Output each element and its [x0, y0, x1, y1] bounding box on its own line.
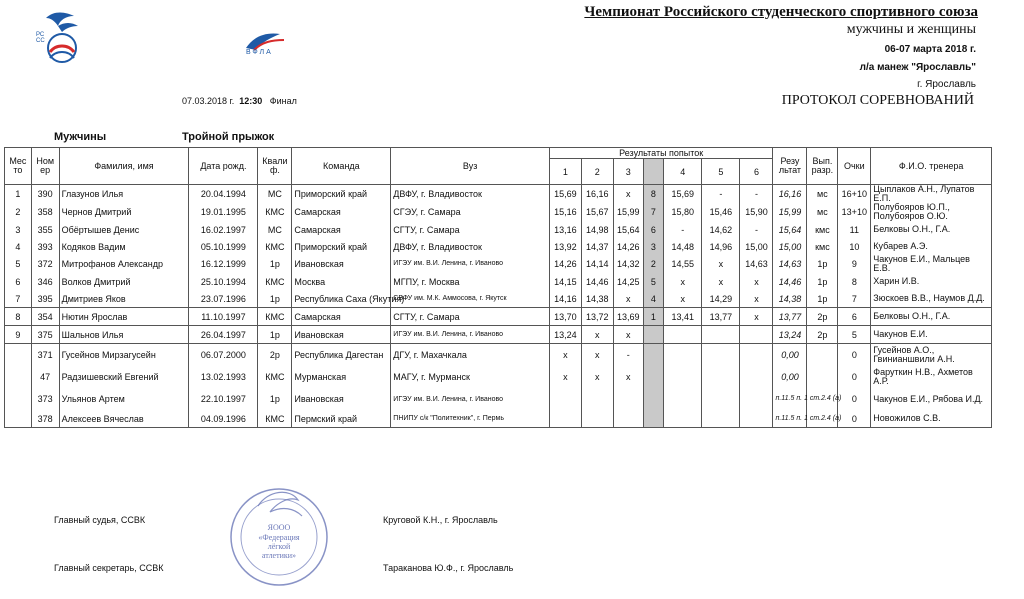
cell-qual: КМС — [258, 203, 292, 221]
cell-team: Ивановская — [292, 326, 391, 344]
cell-attempt: 14,29 — [702, 290, 740, 308]
results-table — [4, 147, 992, 428]
cell-result: 16,16 — [773, 185, 807, 204]
cell-attempt: 13,16 — [549, 221, 581, 238]
cell-attempt: x — [549, 366, 581, 388]
cell-attempt: x — [613, 326, 643, 344]
cell-place: 2 — [5, 203, 32, 221]
col-coach: Ф.И.О. тренера — [871, 148, 992, 185]
cell-rank: 1р — [807, 290, 838, 308]
cell-qual: КМС — [258, 238, 292, 255]
cell-qual: 1р — [258, 290, 292, 308]
cell-attempt: x — [702, 255, 740, 273]
col-dob: Дата рожд. — [189, 148, 258, 185]
cell-uni: ИГЭУ им. В.И. Ленина, г. Иваново — [391, 255, 550, 273]
cell-order — [643, 326, 664, 344]
cell-team: Самарская — [292, 308, 391, 326]
cell-points: 5 — [838, 326, 871, 344]
cell-rank: 1р — [807, 255, 838, 273]
cell-attempt: 14,32 — [613, 255, 643, 273]
cell-team: Мурманская — [292, 366, 391, 388]
table-row — [5, 410, 992, 428]
cell-attempt: x — [664, 290, 702, 308]
cell-attempt — [664, 388, 702, 410]
cell-name: Глазунов Илья — [59, 185, 189, 204]
cell-coach: Полубояров Ю.П., Полубояров О.Ю. — [871, 203, 992, 221]
cell-attempt — [702, 410, 740, 428]
cell-result: 14,46 — [773, 273, 807, 290]
svg-text:ЯООО: ЯООО — [267, 523, 291, 532]
cell-dob: 06.07.2000 — [189, 344, 258, 367]
session-date: 07.03.2018 г. — [182, 96, 235, 106]
cell-attempt: 13,70 — [549, 308, 581, 326]
cell-team: Пермский край — [292, 410, 391, 428]
gender-group: Мужчины — [54, 131, 107, 143]
cell-result: 0,00 — [773, 344, 807, 367]
cell-attempt: 14,98 — [581, 221, 613, 238]
cell-coach: Кубарев А.Э. — [871, 238, 992, 255]
cell-bib: 378 — [31, 410, 59, 428]
cell-name: Кодяков Вадим — [59, 238, 189, 255]
cell-attempt: 14,46 — [581, 273, 613, 290]
cell-attempt — [549, 410, 581, 428]
cell-dob: 22.10.1997 — [189, 388, 258, 410]
svg-text:атлетики»: атлетики» — [261, 551, 297, 560]
cell-attempt: 14,38 — [581, 290, 613, 308]
cell-attempt: - — [613, 344, 643, 367]
cell-dob: 16.02.1997 — [189, 221, 258, 238]
cell-attempt: 15,16 — [549, 203, 581, 221]
cell-attempt: x — [613, 185, 643, 204]
cell-points: 6 — [838, 308, 871, 326]
cell-rank: 2р — [807, 326, 838, 344]
cell-attempt: x — [702, 273, 740, 290]
cell-coach: Чакунов Е.И., Рябова И.Д. — [871, 388, 992, 410]
cell-qual: КМС — [258, 366, 292, 388]
cell-attempt: 15,69 — [549, 185, 581, 204]
cell-attempt — [702, 388, 740, 410]
cell-uni: СГТУ, г. Самара — [391, 308, 550, 326]
col-qual: Квали ф. — [258, 148, 292, 185]
table-row — [5, 344, 992, 367]
session-stage: Финал — [269, 96, 297, 106]
cell-dob: 23.07.1996 — [189, 290, 258, 308]
cell-bib: 346 — [31, 273, 59, 290]
cell-attempt: x — [740, 308, 773, 326]
cell-rank — [807, 366, 838, 388]
cell-uni: ДВФУ, г. Владивосток — [391, 238, 550, 255]
cell-attempt: 13,69 — [613, 308, 643, 326]
cell-qual: 1р — [258, 388, 292, 410]
cell-team: Республика Саха (Якутия) — [292, 290, 391, 308]
table-row — [5, 273, 992, 290]
cell-place — [5, 366, 32, 388]
cell-attempt: 15,64 — [613, 221, 643, 238]
cell-attempt — [664, 344, 702, 367]
cell-name: Шальнов Илья — [59, 326, 189, 344]
cell-rank: 2р — [807, 308, 838, 326]
col-points: Очки — [838, 148, 871, 185]
chief-secretary-name: Тараканова Ю.Ф., г. Ярославль — [383, 563, 514, 573]
cell-attempt: 13,24 — [549, 326, 581, 344]
cell-coach: Харин И.В. — [871, 273, 992, 290]
cell-points: 9 — [838, 255, 871, 273]
cell-uni: СГЭУ, г. Самара — [391, 203, 550, 221]
cell-attempt: 14,26 — [613, 238, 643, 255]
cell-attempt: x — [613, 290, 643, 308]
table-row — [5, 388, 992, 410]
session-meta — [182, 96, 297, 106]
cell-attempt: 14,14 — [581, 255, 613, 273]
cell-order: 4 — [643, 290, 664, 308]
cell-order: 5 — [643, 273, 664, 290]
cell-uni: СГТУ, г. Самара — [391, 221, 550, 238]
cell-result: 0,00 — [773, 366, 807, 388]
cell-points: 0 — [838, 388, 871, 410]
cell-uni: ДВФУ, г. Владивосток — [391, 185, 550, 204]
cell-result: 13,77 — [773, 308, 807, 326]
cell-bib: 373 — [31, 388, 59, 410]
cell-dob: 11.10.1997 — [189, 308, 258, 326]
cell-bib: 390 — [31, 185, 59, 204]
cell-points: 11 — [838, 221, 871, 238]
cell-dob: 16.12.1999 — [189, 255, 258, 273]
table-row — [5, 203, 992, 221]
cell-result: 13,24 — [773, 326, 807, 344]
event-name: Тройной прыжок — [182, 131, 275, 143]
col-attempt: 4 — [664, 159, 702, 185]
cell-place: 7 — [5, 290, 32, 308]
cell-attempt: x — [740, 273, 773, 290]
col-team: Команда — [292, 148, 391, 185]
cell-attempt: 13,41 — [664, 308, 702, 326]
cell-dob: 26.04.1997 — [189, 326, 258, 344]
cell-qual: КМС — [258, 410, 292, 428]
col-order — [643, 159, 664, 185]
cell-attempt: x — [740, 290, 773, 308]
table-row — [5, 221, 992, 238]
cell-name: Волков Дмитрий — [59, 273, 189, 290]
cell-team: Ивановская — [292, 255, 391, 273]
cell-points: 10 — [838, 238, 871, 255]
cell-attempt — [664, 326, 702, 344]
cell-attempt: 14,25 — [613, 273, 643, 290]
cell-coach: Новожилов С.В. — [871, 410, 992, 428]
rsss-logo — [36, 8, 86, 66]
cell-rank: 1р — [807, 273, 838, 290]
cell-rank: кмс — [807, 221, 838, 238]
cell-qual: КМС — [258, 273, 292, 290]
cell-dob: 04.09.1996 — [189, 410, 258, 428]
cell-name: Гусейнов Мирзагусейн — [59, 344, 189, 367]
cell-bib: 354 — [31, 308, 59, 326]
cell-coach: Белковы О.Н., Г.А. — [871, 308, 992, 326]
cell-place — [5, 410, 32, 428]
cell-points: 0 — [838, 410, 871, 428]
cell-attempt — [740, 366, 773, 388]
cell-order — [643, 366, 664, 388]
cell-attempt: 13,77 — [702, 308, 740, 326]
cell-dob: 25.10.1994 — [189, 273, 258, 290]
cell-name: Чернов Дмитрий — [59, 203, 189, 221]
cell-attempt: 13,92 — [549, 238, 581, 255]
cell-attempt: 16,16 — [581, 185, 613, 204]
col-uni: Вуз — [391, 148, 550, 185]
official-stamp — [228, 486, 330, 588]
cell-place: 4 — [5, 238, 32, 255]
cell-attempt — [664, 410, 702, 428]
cell-place: 3 — [5, 221, 32, 238]
cell-coach: Зюскоев В.В., Наумов Д.Д. — [871, 290, 992, 308]
cell-qual: КМС — [258, 308, 292, 326]
cell-result: 15,00 — [773, 238, 807, 255]
cell-order: 7 — [643, 203, 664, 221]
col-name: Фамилия, имя — [59, 148, 189, 185]
category-subtitle: мужчины и женщины — [846, 22, 976, 37]
cell-name: Ульянов Артем — [59, 388, 189, 410]
cell-attempt: 14,62 — [702, 221, 740, 238]
cell-team: Самарская — [292, 221, 391, 238]
cell-points: 7 — [838, 290, 871, 308]
cell-place: 6 — [5, 273, 32, 290]
cell-name: Нютин Ярослав — [59, 308, 189, 326]
cell-team: Приморский край — [292, 238, 391, 255]
cell-attempt — [702, 344, 740, 367]
cell-points: 13+10 — [838, 203, 871, 221]
cell-order: 6 — [643, 221, 664, 238]
svg-text:«Федерация: «Федерация — [258, 533, 300, 542]
cell-place: 1 — [5, 185, 32, 204]
city: г. Ярославль — [917, 79, 976, 90]
col-attempt: 2 — [581, 159, 613, 185]
cell-result: п.11.5 п. 1 ст.2.4 (а) — [773, 410, 807, 428]
cell-coach: Гусейнов А.О., Гвинианшвили А.Н. — [871, 344, 992, 367]
cell-dob: 19.01.1995 — [189, 203, 258, 221]
cell-attempt: 14,15 — [549, 273, 581, 290]
vfla-logo — [240, 30, 288, 60]
cell-bib: 355 — [31, 221, 59, 238]
cell-attempt — [702, 326, 740, 344]
cell-coach: Чакунов Е.И., Мальцев Е.В. — [871, 255, 992, 273]
cell-result: 15,64 — [773, 221, 807, 238]
cell-name: Дмитриев Яков — [59, 290, 189, 308]
table-row — [5, 308, 992, 326]
cell-qual: 1р — [258, 255, 292, 273]
cell-dob: 05.10.1999 — [189, 238, 258, 255]
cell-attempt — [740, 410, 773, 428]
cell-attempt — [702, 366, 740, 388]
table-row — [5, 185, 992, 204]
cell-place: 8 — [5, 308, 32, 326]
cell-attempt: 13,72 — [581, 308, 613, 326]
cell-place: 9 — [5, 326, 32, 344]
cell-points: 0 — [838, 366, 871, 388]
cell-attempt — [740, 326, 773, 344]
cell-result: 15,99 — [773, 203, 807, 221]
cell-attempt: x — [664, 273, 702, 290]
cell-order — [643, 388, 664, 410]
cell-attempt: 14,16 — [549, 290, 581, 308]
protocol-heading: ПРОТОКОЛ СОРЕВНОВАНИЙ — [781, 93, 974, 108]
cell-place: 5 — [5, 255, 32, 273]
cell-order: 2 — [643, 255, 664, 273]
cell-attempt — [613, 388, 643, 410]
cell-attempt — [581, 388, 613, 410]
table-row — [5, 238, 992, 255]
cell-points: 0 — [838, 344, 871, 367]
cell-team: Ивановская — [292, 388, 391, 410]
cell-order: 3 — [643, 238, 664, 255]
cell-order — [643, 344, 664, 367]
col-attempt: 3 — [613, 159, 643, 185]
cell-attempt: 14,63 — [740, 255, 773, 273]
cell-result: п.11.5 п. 1 ст.2.4 (а) — [773, 388, 807, 410]
cell-team: Самарская — [292, 203, 391, 221]
session-time: 12:30 — [239, 96, 263, 106]
table-row — [5, 255, 992, 273]
cell-team: Приморский край — [292, 185, 391, 204]
cell-points: 8 — [838, 273, 871, 290]
cell-dob: 13.02.1993 — [189, 366, 258, 388]
col-bib: Ном ер — [31, 148, 59, 185]
cell-attempt — [664, 366, 702, 388]
cell-attempt — [581, 410, 613, 428]
col-attempt: 6 — [740, 159, 773, 185]
cell-attempt — [740, 344, 773, 367]
cell-coach: Фаруткин Н.В., Ахметов А.Р. — [871, 366, 992, 388]
cell-bib: 372 — [31, 255, 59, 273]
cell-attempt: - — [740, 185, 773, 204]
cell-attempt — [549, 388, 581, 410]
cell-qual: 1р — [258, 326, 292, 344]
table-row — [5, 290, 992, 308]
cell-attempt: 14,48 — [664, 238, 702, 255]
cell-bib: 371 — [31, 344, 59, 367]
cell-name: Митрофанов Александр — [59, 255, 189, 273]
cell-coach: Белковы О.Н., Г.А. — [871, 221, 992, 238]
cell-rank: мс — [807, 185, 838, 204]
col-rank: Вып. разр. — [807, 148, 838, 185]
cell-attempt: x — [613, 366, 643, 388]
cell-uni: МАГУ, г. Мурманск — [391, 366, 550, 388]
cell-bib: 395 — [31, 290, 59, 308]
cell-uni: ДГУ, г. Махачкала — [391, 344, 550, 367]
cell-order: 8 — [643, 185, 664, 204]
cell-uni: МГПУ, г. Москва — [391, 273, 550, 290]
cell-attempt: 15,00 — [740, 238, 773, 255]
col-place: Мес то — [5, 148, 32, 185]
chief-judge-name: Круговой К.Н., г. Ярославль — [383, 515, 498, 525]
cell-order — [643, 410, 664, 428]
col-attempt: 1 — [549, 159, 581, 185]
col-attempt: 5 — [702, 159, 740, 185]
rsss-logo-text: РССС — [36, 32, 45, 44]
cell-result: 14,63 — [773, 255, 807, 273]
cell-attempt: 14,26 — [549, 255, 581, 273]
cell-attempt: 15,99 — [613, 203, 643, 221]
cell-attempt: x — [581, 326, 613, 344]
cell-attempt: x — [581, 366, 613, 388]
cell-attempt: 15,80 — [664, 203, 702, 221]
cell-qual: 2р — [258, 344, 292, 367]
cell-name: Радзишевский Евгений — [59, 366, 189, 388]
cell-order: 1 — [643, 308, 664, 326]
cell-attempt: x — [549, 344, 581, 367]
cell-bib: 47 — [31, 366, 59, 388]
cell-uni: ИГЭУ им. В.И. Ленина, г. Иваново — [391, 326, 550, 344]
cell-attempt: - — [664, 221, 702, 238]
cell-attempt — [613, 410, 643, 428]
cell-team: Москва — [292, 273, 391, 290]
vfla-logo-text: ВФЛА — [246, 49, 273, 56]
col-attempts-group: Результаты попыток — [549, 148, 773, 159]
svg-text:лёгкой: лёгкой — [267, 542, 291, 551]
cell-attempt: 15,46 — [702, 203, 740, 221]
cell-rank — [807, 344, 838, 367]
cell-bib: 375 — [31, 326, 59, 344]
cell-name: Обёртышев Денис — [59, 221, 189, 238]
cell-attempt: 15,90 — [740, 203, 773, 221]
cell-attempt: - — [702, 185, 740, 204]
cell-place — [5, 344, 32, 367]
cell-attempt: x — [581, 344, 613, 367]
cell-rank: мс — [807, 203, 838, 221]
cell-attempt: 15,69 — [664, 185, 702, 204]
cell-uni: СВФУ им. М.К. Аммосова, г. Якутск — [391, 290, 550, 308]
cell-coach: Цыплаков А.Н., Лупатов Е.П. — [871, 185, 992, 204]
cell-bib: 358 — [31, 203, 59, 221]
cell-name: Алексеев Вячеслав — [59, 410, 189, 428]
cell-attempt — [740, 388, 773, 410]
cell-rank: кмс — [807, 238, 838, 255]
championship-title: Чемпионат Российского студенческого спортивного союза — [584, 4, 978, 20]
chief-judge-label: Главный судья, ССВК — [54, 515, 146, 525]
cell-attempt: 15,67 — [581, 203, 613, 221]
cell-attempt: 14,55 — [664, 255, 702, 273]
cell-qual: МС — [258, 185, 292, 204]
chief-secretary-label: Главный секретарь, ССВК — [54, 563, 164, 573]
cell-team: Республика Дагестан — [292, 344, 391, 367]
cell-points: 16+10 — [838, 185, 871, 204]
venue: л/а манеж "Ярославль" — [859, 62, 976, 73]
cell-result: 14,38 — [773, 290, 807, 308]
table-row — [5, 326, 992, 344]
cell-uni: ПНИПУ с/к "Политехник", г. Пермь — [391, 410, 550, 428]
cell-attempt: 14,96 — [702, 238, 740, 255]
cell-uni: ИГЭУ им. В.И. Ленина, г. Иваново — [391, 388, 550, 410]
table-row — [5, 366, 992, 388]
cell-attempt: 14,37 — [581, 238, 613, 255]
event-dates: 06-07 марта 2018 г. — [884, 44, 976, 55]
cell-attempt: - — [740, 221, 773, 238]
cell-bib: 393 — [31, 238, 59, 255]
cell-coach: Чакунов Е.И. — [871, 326, 992, 344]
cell-place — [5, 388, 32, 410]
cell-dob: 20.04.1994 — [189, 185, 258, 204]
cell-qual: МС — [258, 221, 292, 238]
col-result: Резу льтат — [773, 148, 807, 185]
